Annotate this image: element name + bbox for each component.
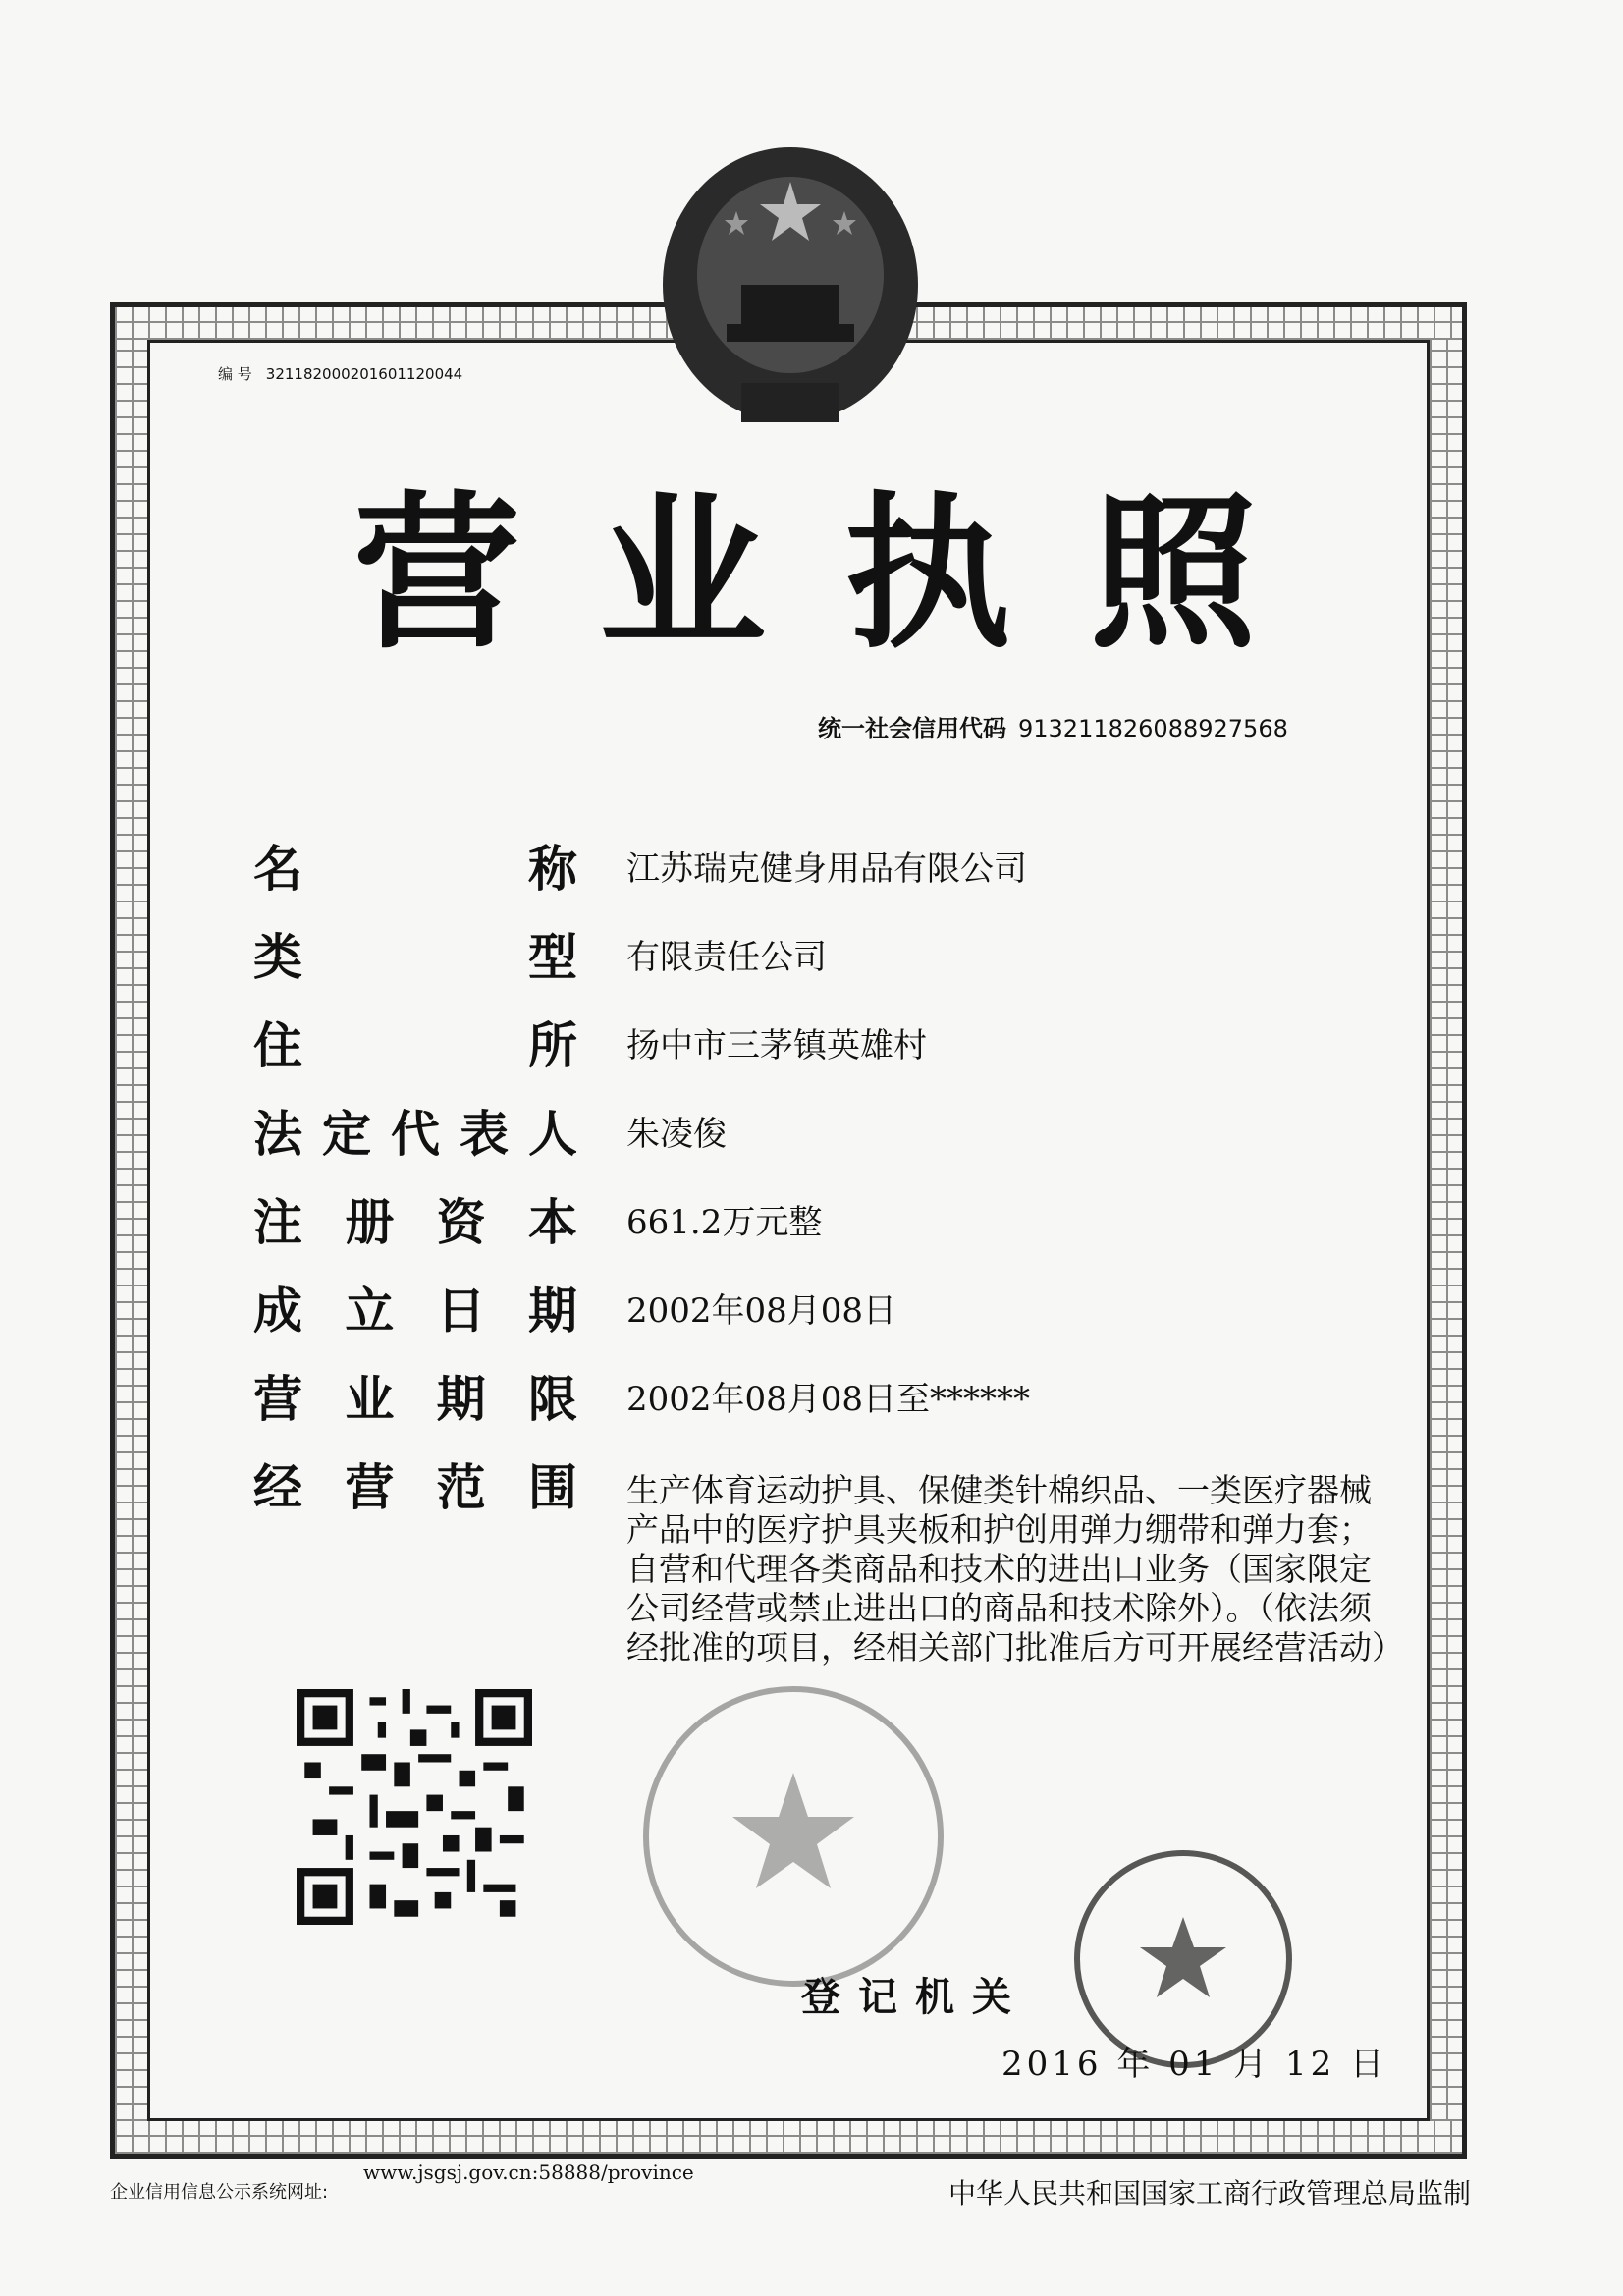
field-label xyxy=(253,1106,577,1163)
label-char: 人 xyxy=(528,1106,577,1163)
label-char: 营 xyxy=(253,1371,302,1428)
qr-code-icon[interactable] xyxy=(297,1689,532,1925)
field-value: 有限责任公司 xyxy=(626,938,827,977)
registration-authority: 登记机关 xyxy=(801,1975,1029,2020)
title-char: 业 xyxy=(598,477,766,672)
label-char: 业 xyxy=(345,1371,395,1428)
label-char: 名 xyxy=(253,841,302,898)
label-char: 营 xyxy=(345,1459,395,1516)
field-label xyxy=(253,1459,577,1516)
label-char: 类 xyxy=(253,929,302,986)
field-label xyxy=(253,929,577,986)
label-char: 期 xyxy=(527,1283,577,1339)
document-number-value: 321182000201601120044 xyxy=(265,365,463,383)
field-value: 661.2万元整 xyxy=(626,1203,823,1242)
field-label xyxy=(253,1017,577,1074)
label-char: 定 xyxy=(322,1106,371,1163)
label-char: 注 xyxy=(253,1194,302,1251)
field-value: 2002年08月08日 xyxy=(626,1291,897,1331)
label-char: 本 xyxy=(527,1194,577,1251)
label-char: 围 xyxy=(527,1459,577,1516)
label-char: 表 xyxy=(460,1106,509,1163)
title-char: 营 xyxy=(353,477,521,672)
credit-code-label: 统一社会信用代码 xyxy=(818,715,1006,742)
label-char: 成 xyxy=(253,1283,302,1339)
label-char: 型 xyxy=(528,929,577,986)
title-char: 照 xyxy=(1089,477,1257,672)
field-value: 江苏瑞克健身用品有限公司 xyxy=(626,849,1027,889)
label-char: 日 xyxy=(436,1283,486,1339)
title-char: 执 xyxy=(843,477,1011,672)
field-label xyxy=(253,1371,577,1428)
credit-code xyxy=(818,709,1288,743)
label-char: 限 xyxy=(527,1371,577,1428)
field-value: 朱凌俊 xyxy=(626,1115,727,1154)
label-char: 资 xyxy=(436,1194,486,1251)
field-label xyxy=(253,1194,577,1251)
label-char: 经 xyxy=(253,1459,302,1516)
field-label xyxy=(253,1283,577,1339)
field-value: 生产体育运动护具、保健类针棉织品、一类医疗器械产品中的医疗护具夹板和护创用弹力绷带和弹力套；自营和代理各类商品和技术的进出口业务（国家限定公司经营或禁止进出口的商品和技术除外）。（依法须经批准的项目，经相关部门批准后方可开展经营活动） xyxy=(626,1471,1404,1667)
national-emblem-icon xyxy=(648,137,933,442)
document-number-label: 编 号 xyxy=(218,365,252,383)
company-seal-icon xyxy=(636,1679,950,1994)
document-number xyxy=(218,363,462,384)
field-value: 2002年08月08日至****** xyxy=(626,1380,1031,1419)
footer-supervisor: 中华人民共和国国家工商行政管理总局监制 xyxy=(948,2177,1472,2210)
label-char: 期 xyxy=(436,1371,486,1428)
issue-date: 2016 年 01 月 12 日 xyxy=(1001,2045,1388,2084)
field-value: 扬中市三茅镇英雄村 xyxy=(626,1026,927,1066)
label-char: 住 xyxy=(253,1017,302,1074)
field-label xyxy=(253,841,577,898)
label-char: 册 xyxy=(345,1194,395,1251)
credit-code-value: 913211826088927568 xyxy=(1018,715,1288,742)
label-char: 所 xyxy=(528,1017,577,1074)
label-char: 法 xyxy=(253,1106,302,1163)
footer-system-label: 企业信用信息公示系统网址: xyxy=(110,2182,329,2203)
label-char: 称 xyxy=(528,841,577,898)
label-char: 范 xyxy=(436,1459,486,1516)
page-title xyxy=(353,477,1257,672)
label-char: 代 xyxy=(391,1106,440,1163)
footer-url-link[interactable]: www.jsgsj.gov.cn:58888/province xyxy=(363,2160,694,2184)
label-char: 立 xyxy=(345,1283,395,1339)
